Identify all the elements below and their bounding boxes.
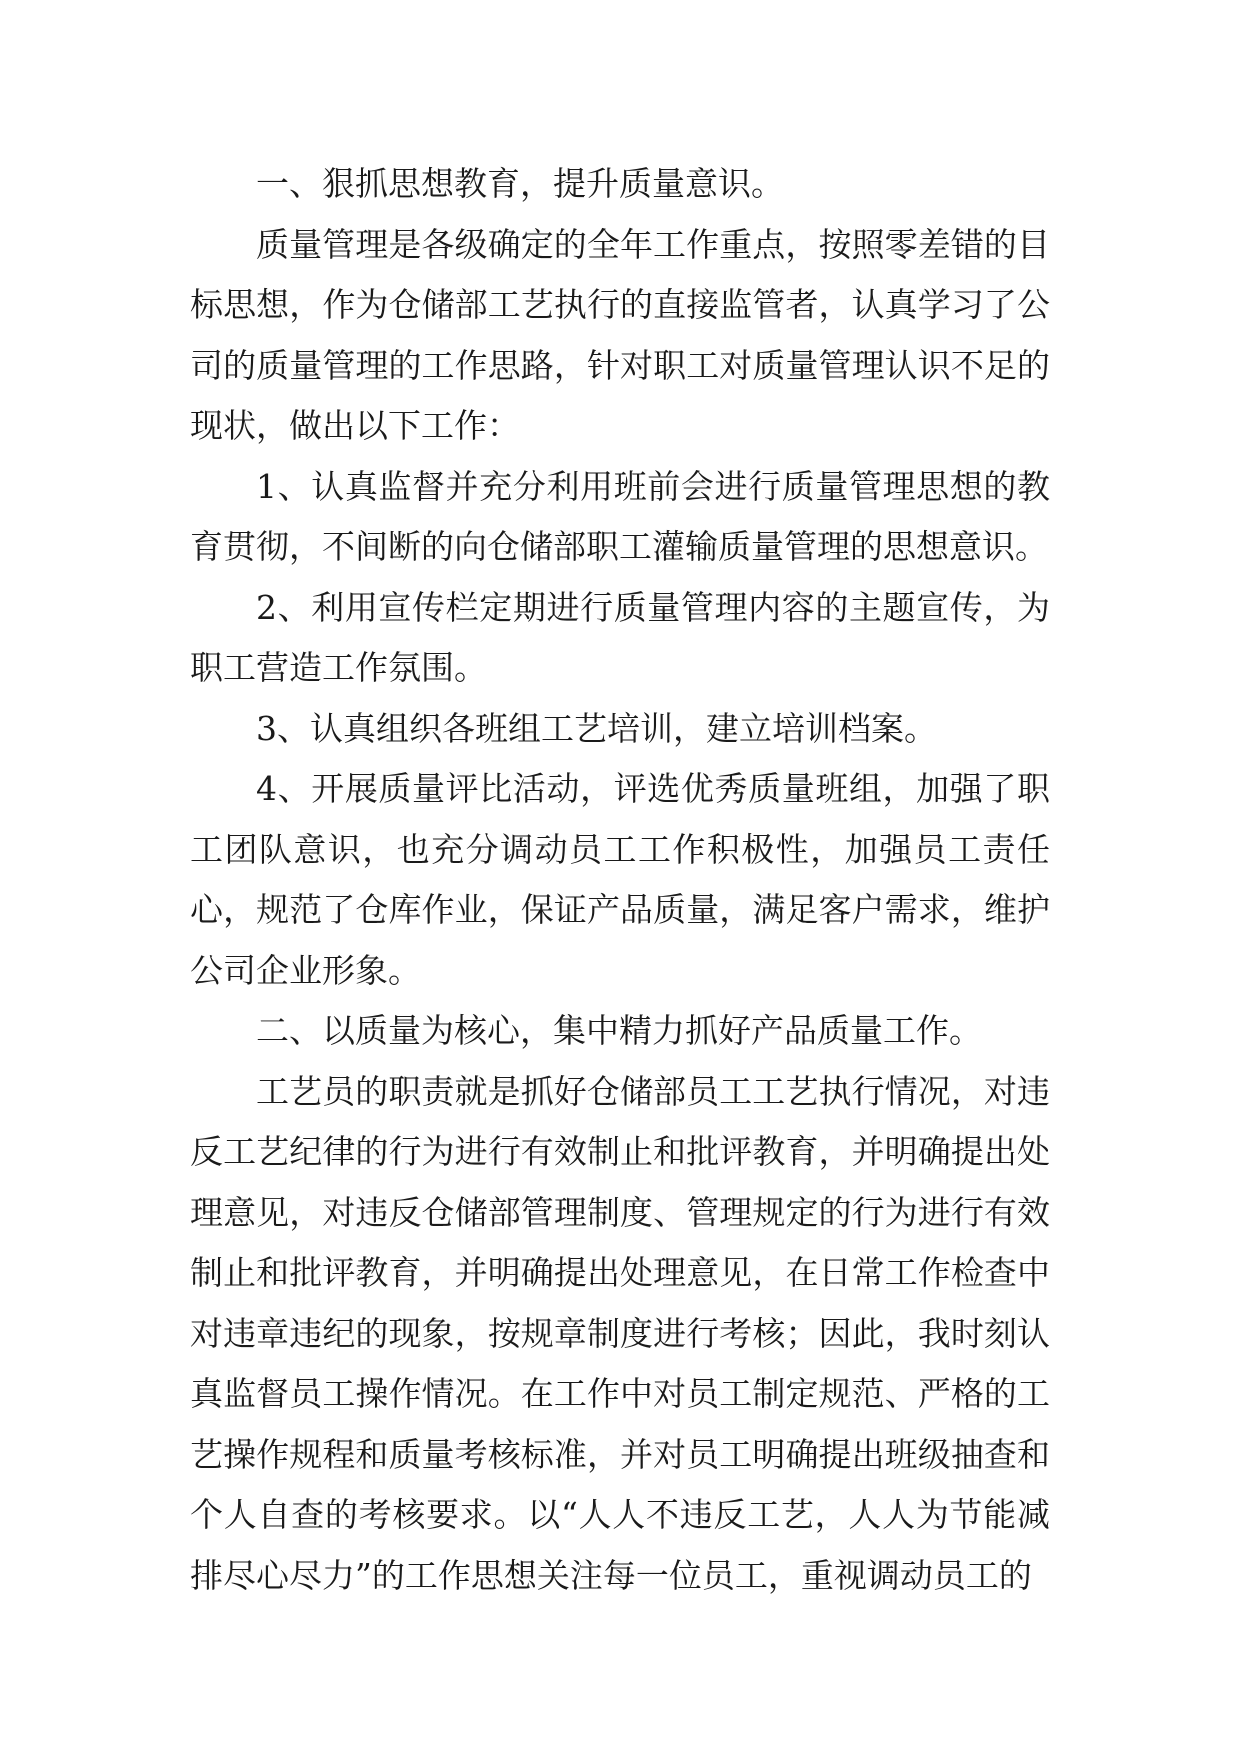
paragraph-intro: 质量管理是各级确定的全年工作重点，按照零差错的目标思想，作为仓储部工艺执行的直接监管者，认真学习了公司的质量管理的工作思路，针对职工对质量管理认识不足的现状，做出以下工作： bbox=[190, 224, 1050, 445]
document-body bbox=[190, 154, 1050, 1606]
section-heading-2: 二、以质量为核心，集中精力抓好产品质量工作。 bbox=[256, 1011, 982, 1050]
section-heading-1: 一、狠抓思想教育，提升质量意识。 bbox=[256, 164, 784, 203]
paragraph-body: 工艺员的职责就是抓好仓储部员工工艺执行情况，对违反工艺纪律的行为进行有效制止和批评教育，并明确提出处理意见，对违反仓储部管理制度、管理规定的行为进行有效制止和批评教育，并明确提出处理意见，在日常工作检查中对违章违纪的现象，按规章制度进行考核；因此，我时刻认真监督员工操作情况。在工作中对员工制定规范、严格的工艺操作规程和质量考核标准，并对员工明确提出班级抽查和个人自查的考核要求。以“人人不违反工艺，人人为节能减排尽心尽力”的工作思想关注每一位员工，重视调动员工的 bbox=[190, 1071, 1050, 1595]
list-item-2: 2、利用宣传栏定期进行质量管理内容的主题宣传，为职工营造工作氛围。 bbox=[190, 587, 1050, 687]
list-item-3: 3、认真组织各班组工艺培训，建立培训档案。 bbox=[256, 708, 937, 748]
list-item-4: 4、开展质量评比活动，评选优秀质量班组，加强了职工团队意识，也充分调动员工工作积极性，加强员工责任心，规范了仓库作业，保证产品质量，满足客户需求，维护公司企业形象。 bbox=[190, 769, 1050, 990]
list-item-1: 1、认真监督并充分利用班前会进行质量管理思想的教育贯彻，不间断的向仓储部职工灌输质量管理的思想意识。 bbox=[190, 466, 1050, 566]
